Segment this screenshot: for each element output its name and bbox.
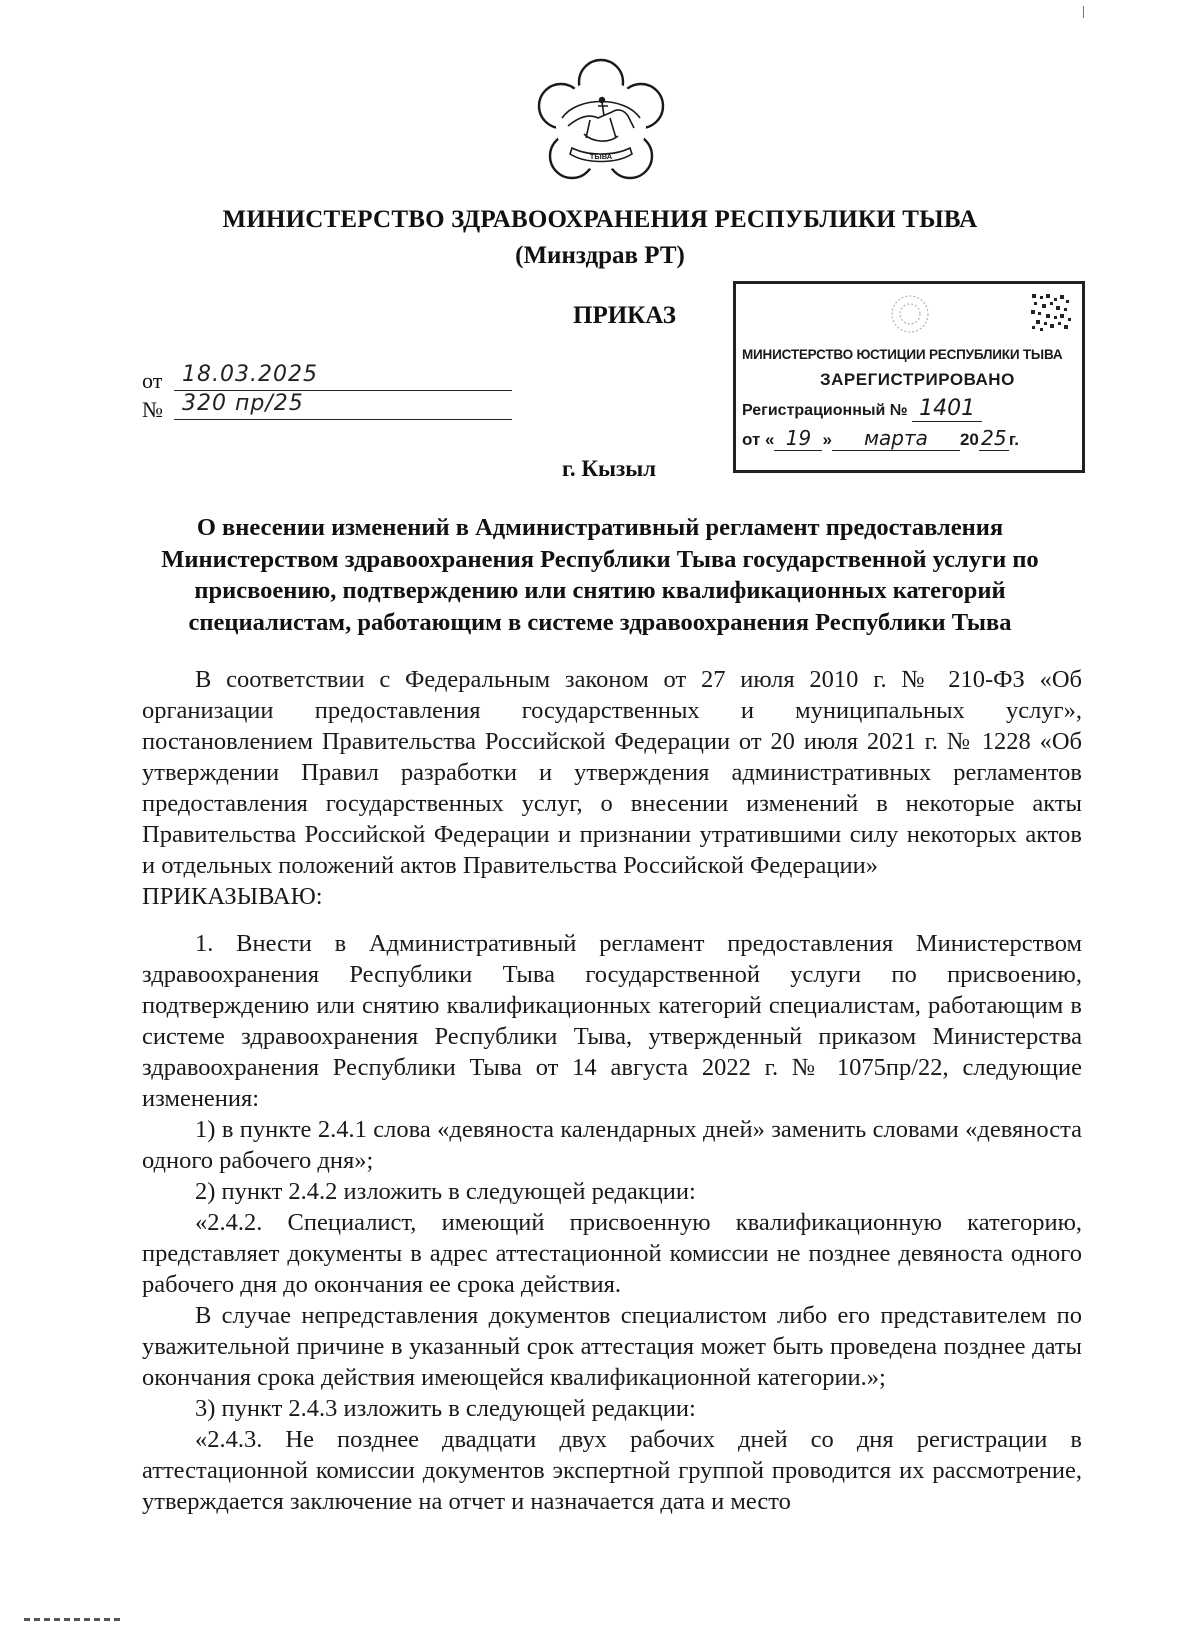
stamp-reg-number: 1401 bbox=[912, 396, 982, 422]
stamp-qr-icon bbox=[1028, 292, 1074, 332]
stamp-reg-label: Регистрационный № bbox=[742, 402, 908, 419]
order-subject: О внесении изменений в Административный регламент предоставления Министерством здравоохранения Республики Тыва государственной услуги по присвоению, подтверждению или снятию квалификационных категорий специалистам, работающим в системе здравоохранения Республики Тыва bbox=[161, 514, 1039, 636]
order-command: ПРИКАЗЫВАЮ: bbox=[142, 883, 323, 910]
number-label: № bbox=[142, 397, 163, 422]
stamp-reg-number-line bbox=[742, 396, 982, 422]
number-value: 320 пр/25 bbox=[174, 391, 512, 420]
ministry-short-name: (Минздрав РТ) bbox=[515, 242, 685, 269]
stamp-year-prefix: 20 bbox=[959, 430, 979, 449]
scan-edge-mark bbox=[24, 1618, 124, 1621]
stamp-date-line bbox=[742, 426, 1019, 451]
order-number bbox=[142, 391, 304, 423]
order-date bbox=[142, 362, 318, 394]
stamp-date-prefix: от « bbox=[742, 430, 775, 449]
preamble bbox=[142, 664, 1082, 912]
stamp-registered: ЗАРЕГИСТРИРОВАНО bbox=[820, 370, 1015, 389]
date-value: 18.03.2025 bbox=[174, 362, 512, 391]
order-items bbox=[142, 928, 1082, 1517]
city: г. Кызыл bbox=[562, 456, 657, 481]
tyva-emblem-icon bbox=[532, 56, 670, 194]
order-title: ПРИКАЗ bbox=[573, 302, 676, 329]
item-paragraph: 3) пункт 2.4.3 изложить в следующей редакции: bbox=[195, 1395, 696, 1422]
stamp-emblem-icon bbox=[886, 292, 934, 336]
item-paragraph: «2.4.3. Не позднее двадцати двух рабочих дней со дня регистрации в аттестационной комиссии документов экспертной группой проводится их рассмотрение, утверждается заключение на отчет и назначается дата и место bbox=[142, 1426, 1082, 1515]
registration-stamp bbox=[733, 281, 1085, 473]
item-paragraph: «2.4.2. Специалист, имеющий присвоенную квалификационную категорию, представляет документы в адрес аттестационной комиссии не позднее девяноста одного рабочего дня до окончания ее срока действия. bbox=[142, 1209, 1082, 1298]
item-paragraph: 1) в пункте 2.4.1 слова «девяноста календарных дней» заменить словами «девяноста одного рабочего дня»; bbox=[142, 1116, 1082, 1174]
stamp-year: 25 bbox=[979, 426, 1009, 451]
emblem-banner-text: ТЫВА bbox=[589, 152, 613, 161]
stamp-year-suffix: г. bbox=[1008, 430, 1019, 449]
scan-mark bbox=[1083, 6, 1084, 18]
item-paragraph: 1. Внести в Административный регламент предоставления Министерством здравоохранения Республики Тыва государственной услуги по присвоению, подтверждению или снятию квалификационных категорий специалистам, работающим в системе здравоохранения Республики Тыва, утвержденный приказом Министерства здравоохранения Республики Тыва от 14 августа 2022 г. № 1075пр/22, следующие изменения: bbox=[142, 930, 1082, 1112]
item-paragraph: 2) пункт 2.4.2 изложить в следующей редакции: bbox=[195, 1178, 696, 1205]
stamp-day: 19 bbox=[774, 426, 822, 451]
stamp-month: марта bbox=[832, 426, 960, 451]
preamble-text: В соответствии с Федеральным законом от 27 июля 2010 г. № 210-ФЗ «Об организации предоставления государственных и муниципальных услуг», постановлением Правительства Российской Федерации от 20 июля 2021 г. № 1228 «Об утверждении Правил разработки и утверждения административных регламентов предоставления государственных услуг, о внесении изменений в некоторые акты Правительства Российской Федерации и признании утратившими силу некоторых актов и отдельных положений актов Правительства Российской Федерации» bbox=[142, 666, 1082, 879]
date-label: от bbox=[142, 368, 163, 393]
stamp-day-suffix: » bbox=[822, 430, 832, 449]
item-paragraph: В случае непредставления документов специалистом либо его представителем по уважительной причине в указанный срок аттестация может быть проведена позднее даты окончания срока действия имеющейся квалификационной категории.»; bbox=[142, 1302, 1082, 1391]
ministry-title: МИНИСТЕРСТВО ЗДРАВООХРАНЕНИЯ РЕСПУБЛИКИ ТЫВА bbox=[222, 206, 978, 233]
stamp-authority: МИНИСТЕРСТВО ЮСТИЦИИ РЕСПУБЛИКИ ТЫВА bbox=[742, 347, 1063, 362]
